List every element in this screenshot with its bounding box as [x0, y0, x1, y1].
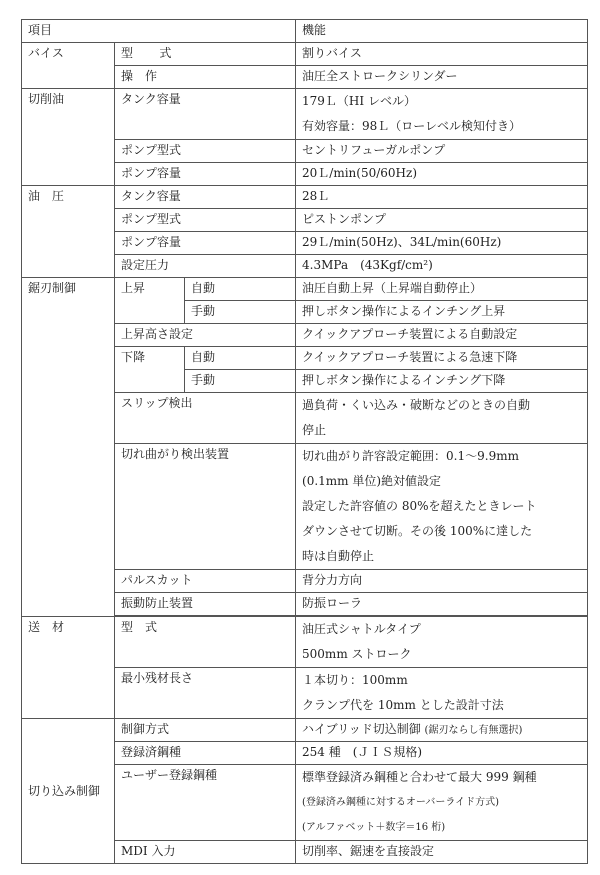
- hydraulic-pump-cap-label: ポンプ容量: [115, 232, 296, 255]
- blade-rise-auto-value: 油圧自動上昇（上昇端自動停止）: [296, 278, 588, 301]
- blade-slip-value-2: 停止: [302, 423, 327, 437]
- hydraulic-pressure-value: 4.3MPa (43Kgf/cm²): [296, 255, 588, 278]
- category-hydraulic: 油 圧: [22, 186, 115, 278]
- coolant-tank-value: [296, 89, 588, 140]
- blade-rise-height-value: クイックアプローチ装置による自動設定: [296, 324, 588, 347]
- table-row: [22, 186, 588, 209]
- cutin-method-value: [296, 719, 588, 742]
- cutin-user-value-3: (アルファベット＋数字＝16 桁): [302, 822, 446, 833]
- blade-vibration-value: 防振ローラ: [296, 593, 588, 616]
- blade-slip-value-1: 過負荷・くい込み・破断などのときの自動: [302, 398, 531, 412]
- blade-lower-auto-label: 自動: [185, 347, 296, 370]
- category-vise: バイス: [22, 43, 115, 89]
- cutin-user-value: [296, 765, 588, 841]
- feed-type-value-1: 油圧式シャトルタイプ: [302, 622, 421, 636]
- blade-vibration-label: 振動防止装置: [115, 593, 296, 616]
- table-header-row: [22, 20, 588, 43]
- feed-min-label: 最小残材長さ: [115, 668, 296, 719]
- hydraulic-pressure-label: 設定圧力: [115, 255, 296, 278]
- blade-lower-manual-label: 手動: [185, 370, 296, 393]
- feed-min-value-2: クランプ代を 10mm とした設計寸法: [302, 698, 504, 712]
- header-function: 機能: [296, 20, 588, 43]
- cutin-method-label: 制御方式: [115, 719, 296, 742]
- feed-min-value: [296, 668, 588, 719]
- blade-rise-manual-value: 押しボタン操作によるインチング上昇: [296, 301, 588, 324]
- cutin-user-value-1: 標準登録済み鋼種と合わせて最大 999 鋼種: [302, 770, 537, 784]
- blade-lower-label: 下降: [115, 347, 185, 393]
- blade-rise-height-label: 上昇高さ設定: [115, 324, 296, 347]
- blade-rise-auto-label: 自動: [185, 278, 296, 301]
- blade-slip-label: スリップ検出: [115, 393, 296, 444]
- coolant-pump-cap-label: ポンプ容量: [115, 163, 296, 186]
- category-coolant: 切削油: [22, 89, 115, 186]
- blade-bend-value-3: 設定した許容値の 80%を超えたときレート: [302, 499, 537, 513]
- category-feed: 送 材: [22, 617, 115, 719]
- blade-bend-label: 切れ曲がり検出装置: [115, 444, 296, 570]
- blade-lower-auto-value: クイックアプローチ装置による急速下降: [296, 347, 588, 370]
- blade-pulse-value: 背分力方向: [296, 570, 588, 593]
- blade-rise-label: 上昇: [115, 278, 185, 324]
- cutin-user-value-2: (登録済み鋼種に対するオーバーライド方式): [302, 797, 500, 808]
- specification-table: [21, 19, 588, 864]
- feed-type-value: [296, 617, 588, 668]
- hydraulic-tank-value: 28Ｌ: [296, 186, 588, 209]
- vise-type-value: 割りバイス: [296, 43, 588, 66]
- spec-sheet: [21, 19, 588, 864]
- vise-op-label: 操 作: [115, 66, 296, 89]
- hydraulic-pump-type-value: ピストンポンプ: [296, 209, 588, 232]
- category-blade-control: 鋸刃制御: [22, 278, 115, 617]
- coolant-pump-type-label: ポンプ型式: [115, 140, 296, 163]
- feed-min-value-1: １本切り：100mm: [302, 673, 408, 687]
- feed-type-label: 型 式: [115, 617, 296, 668]
- hydraulic-pump-type-label: ポンプ型式: [115, 209, 296, 232]
- blade-lower-manual-value: 押しボタン操作によるインチング下降: [296, 370, 588, 393]
- header-item: 項目: [22, 20, 296, 43]
- cutin-user-label: ユーザー登録鋼種: [115, 765, 296, 841]
- cutin-mdi-label: MDI 入力: [115, 841, 296, 864]
- table-row: [22, 278, 588, 301]
- table-row: [22, 89, 588, 140]
- vise-type-label: 型 式: [115, 43, 296, 66]
- blade-slip-value: [296, 393, 588, 444]
- blade-bend-value-4: ダウンさせて切断。その後 100%に達した: [302, 524, 533, 538]
- coolant-pump-type-value: セントリフューガルポンプ: [296, 140, 588, 163]
- hydraulic-tank-label: タンク容量: [115, 186, 296, 209]
- blade-pulse-label: パルスカット: [115, 570, 296, 593]
- coolant-tank-value-1: 179Ｌ（HI レベル）: [302, 94, 416, 108]
- feed-type-value-2: 500mm ストローク: [302, 647, 412, 661]
- coolant-tank-value-2: 有効容量：98Ｌ（ローレベル検知付き）: [302, 119, 522, 133]
- cutin-registered-value: 254 種 (ＪＩＳ規格): [296, 742, 588, 765]
- blade-bend-value-2: (0.1mm 単位)絶対値設定: [302, 474, 442, 488]
- blade-rise-manual-label: 手動: [185, 301, 296, 324]
- cutin-method-note: (鋸刃ならし有無選択): [424, 725, 523, 736]
- cutin-registered-label: 登録済鋼種: [115, 742, 296, 765]
- coolant-tank-label: タンク容量: [115, 89, 296, 140]
- blade-bend-value-1: 切れ曲がり許容設定範囲：0.1～9.9mm: [302, 449, 519, 463]
- cutin-mdi-value: 切削率、鋸速を直接設定: [296, 841, 588, 864]
- category-cutin-control: 切り込み制御: [22, 719, 115, 864]
- table-row: [22, 43, 588, 66]
- blade-bend-value-5: 時は自動停止: [302, 549, 375, 563]
- coolant-pump-cap-value: 20Ｌ/min(50/60Hz): [296, 163, 588, 186]
- blade-bend-value: [296, 444, 588, 570]
- hydraulic-pump-cap-value: 29Ｌ/min(50Hz)、34L/min(60Hz): [296, 232, 588, 255]
- cutin-method-main: ハイブリッド切込制御: [302, 722, 421, 736]
- table-row: [22, 719, 588, 742]
- vise-op-value: 油圧全ストロークシリンダー: [296, 66, 588, 89]
- table-row: [22, 617, 588, 668]
